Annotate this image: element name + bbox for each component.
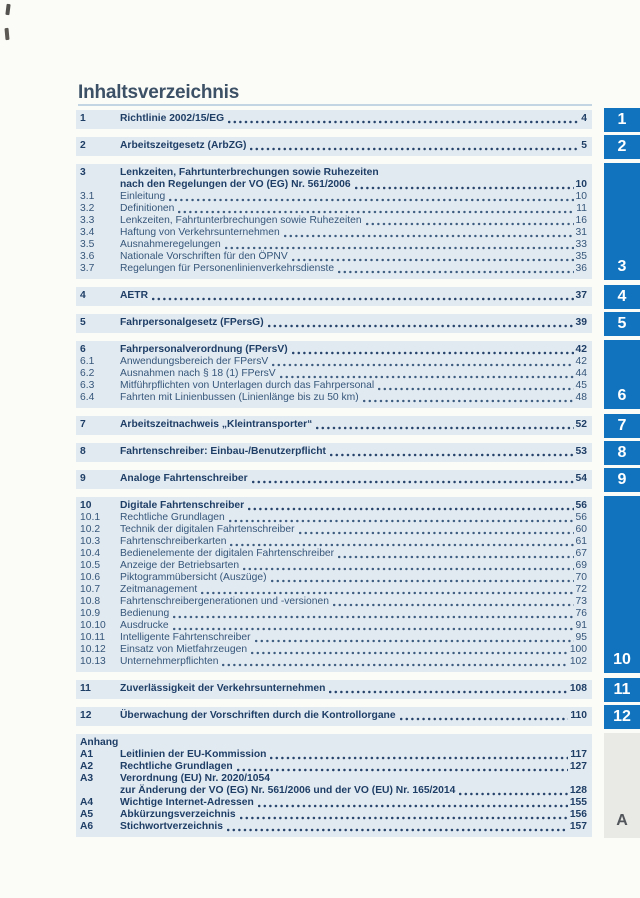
toc-entry-page: 70 [575,572,587,583]
toc-entry-number: 6.2 [80,368,95,379]
edge-tab-5 [604,312,640,336]
toc-entry-title: Haftung von Verkehrsunternehmen [120,227,280,238]
edge-tab-label: 11 [613,680,631,698]
toc-entry-title: zur Änderung der VO (EG) Nr. 561/2006 und der VO (EU) Nr. 165/2014 [120,785,456,796]
toc-entry-row [80,392,587,404]
toc-entry-number: A1 [80,749,94,760]
toc-entry-title: Definitionen [120,203,175,214]
dot-leader [363,399,574,403]
edge-tab-label: 3 [617,258,627,275]
toc-entry-page: 33 [575,239,587,250]
dot-leader [222,663,567,667]
toc-entry-number: 10.3 [80,536,101,547]
toc-entry-title: Anzeige der Betriebsarten [120,560,240,571]
toc-entry-number: 9 [80,473,86,484]
toc-entry-page: 102 [569,656,587,667]
edge-tab-12 [604,705,640,729]
toc-entry-page: 69 [575,560,587,571]
toc-group [76,314,592,333]
dot-leader [270,756,568,760]
toc-entry-page: 56 [575,500,587,511]
toc-group [76,287,592,306]
toc-entry-page: 155 [569,797,587,808]
dot-leader [201,591,573,595]
toc-entry-title: Intelligente Fahrtenschreiber [120,632,251,643]
dot-leader [250,147,579,151]
toc-entry-row [80,167,587,179]
toc-entry-row [80,797,587,809]
page-title: Inhaltsverzeichnis [78,82,240,103]
toc-entry-page: 42 [575,356,587,367]
toc-entry-page: 48 [575,392,587,403]
toc-entry-page: 52 [575,419,587,430]
tab-rail [604,0,640,898]
dot-leader [299,531,574,535]
toc-entry-page: 56 [575,512,587,523]
scan-artifact [5,4,10,15]
toc-entry-row [80,710,587,722]
toc [76,110,592,837]
edge-tab-label: 5 [617,314,627,332]
toc-entry-row [80,215,587,227]
toc-entry-number: 10.8 [80,596,101,607]
toc-entry-page: 31 [575,227,587,238]
dot-leader [338,555,573,559]
toc-entry-row [80,785,587,797]
toc-entry-title: Regelungen für Personenlinienverkehrsdienste [120,263,335,274]
toc-entry-title: Lenkzeiten, Fahrtunterbrechungen sowie Ruhezeiten [120,215,362,226]
toc-entry-title: Verordnung (EU) Nr. 2020/1054 [120,773,270,784]
toc-entry-row [80,809,587,821]
toc-group [76,110,592,129]
toc-entry-title: AETR [120,290,149,301]
toc-entry-number: 10 [80,500,92,511]
toc-entry-row [80,596,587,608]
dot-leader [173,615,573,619]
toc-entry-row [80,113,587,125]
toc-entry-row [80,446,587,458]
edge-tab-label: 8 [617,443,627,461]
toc-entry-page: 4 [581,113,587,124]
toc-entry-page: 76 [575,608,587,619]
toc-entry-row [80,203,587,215]
toc-entry-row [80,419,587,431]
toc-entry-page: 5 [581,140,587,151]
toc-entry-title: Ausnahmeregelungen [120,239,221,250]
toc-entry-title: Rechtliche Grundlagen [120,761,233,772]
scan-artifact [4,28,9,40]
dot-leader [400,717,569,721]
toc-entry-title: Arbeitszeitnachweis „Kleintransporter“ [120,419,313,430]
toc-entry-number: 3 [80,167,86,178]
dot-leader [228,120,579,124]
toc-entry-number: 2 [80,140,86,151]
edge-tab-label: 10 [613,651,631,668]
toc-entry-page: 157 [569,821,587,832]
edge-tab-a [604,733,640,838]
toc-entry-page: 54 [575,473,587,484]
toc-entry-number: 3.1 [80,191,95,202]
dot-leader [284,234,574,238]
toc-entry-number: 6.3 [80,380,95,391]
toc-entry-row [80,473,587,485]
dot-leader [243,567,573,571]
toc-entry-number: 3.7 [80,263,95,274]
toc-entry-row [80,536,587,548]
toc-entry-title: Wichtige Internet-Adressen [120,797,254,808]
dot-leader [255,639,574,643]
toc-entry-title: Zeitmanagement [120,584,198,595]
toc-entry-page: 53 [575,446,587,457]
toc-entry-row [80,290,587,302]
edge-tab-7 [604,414,640,438]
toc-entry-number: 10.10 [80,620,106,631]
toc-entry-number: 3.5 [80,239,95,250]
edge-tab-label: 12 [613,707,631,725]
dot-leader [292,351,574,355]
toc-entry-number: A2 [80,761,94,772]
dot-leader [225,246,574,250]
toc-entry-page: 61 [575,536,587,547]
toc-entry-row [80,191,587,203]
toc-entry-number: A6 [80,821,94,832]
toc-entry-page: 60 [575,524,587,535]
dot-leader [355,186,574,190]
toc-entry-title: Richtlinie 2002/15/EG [120,113,225,124]
toc-entry-number [80,785,120,797]
toc-entry-number: 3.2 [80,203,95,214]
toc-entry-number: 10.4 [80,548,101,559]
toc-entry-row [80,380,587,392]
toc-entry-page: 156 [569,809,587,820]
toc-entry-row [80,761,587,773]
toc-entry-page: 45 [575,380,587,391]
dot-leader [237,768,568,772]
toc-entry-number: 6.4 [80,392,95,403]
edge-tab-label: 1 [617,110,627,128]
toc-entry-row [80,749,587,761]
toc-entry-page: 10 [575,179,587,190]
toc-entry-row [80,584,587,596]
toc-entry-title: Einsatz von Mietfahrzeugen [120,644,248,655]
dot-leader [280,375,574,379]
edge-tab-label: A [616,812,628,829]
dot-leader [227,828,568,832]
toc-entry-title: Nationale Vorschriften für den ÖPNV [120,251,288,262]
dot-leader [459,792,567,796]
edge-tab-8 [604,441,640,465]
toc-entry-title: Piktogrammübersicht (Auszüge) [120,572,267,583]
toc-entry-title: Fahrten mit Linienbussen (Linienlänge bis zu 50 km) [120,392,359,403]
toc-entry-title: Fahrtenschreiber: Einbau-/Benutzerpflicht [120,446,326,457]
toc-entry-title: Bedienung [120,608,170,619]
toc-entry-row [80,251,587,263]
toc-entry-page: 11 [576,203,587,214]
toc-entry-number: 11 [80,683,91,694]
dot-leader [229,519,574,523]
toc-entry-title: Zuverlässigkeit der Verkehrsunternehmen [120,683,326,694]
toc-entry-number: 10.12 [80,644,106,655]
dot-leader [173,627,574,631]
toc-group [76,707,592,726]
toc-group [76,137,592,156]
toc-entry-row [80,737,587,749]
toc-entry-row [80,821,587,833]
toc-entry-number: 10.6 [80,572,101,583]
toc-entry-row [80,644,587,656]
toc-group [76,734,592,837]
dot-leader [330,453,574,457]
edge-tab-11 [604,678,640,702]
toc-entry-row [80,500,587,512]
toc-entry-title: Ausdrucke [120,620,169,631]
toc-entry-page: 110 [570,710,587,721]
edge-tab-label: 9 [617,470,627,488]
toc-entry-row [80,548,587,560]
dot-leader [271,579,574,583]
dot-leader [178,210,574,214]
toc-entry-title: Fahrpersonalgesetz (FPersG) [120,317,264,328]
toc-entry-title: Ausnahmen nach § 18 (1) FPersV [120,368,276,379]
toc-entry-page: 67 [575,548,587,559]
toc-entry-row [80,317,587,329]
toc-entry-number: 1 [80,113,86,124]
toc-entry-title: Überwachung der Vorschriften durch die Kontrollorgane [120,710,396,721]
toc-entry-page: 39 [575,317,587,328]
toc-entry-title: Bedienelemente der digitalen Fahrtenschreiber [120,548,335,559]
toc-entry-number: 10.9 [80,608,101,619]
toc-entry-title: Rechtliche Grundlagen [120,512,225,523]
toc-entry-row [80,512,587,524]
toc-entry-page: 37 [575,290,587,301]
toc-entry-title: Analoge Fahrtenschreiber [120,473,248,484]
toc-entry-row [80,608,587,620]
toc-entry-number: 10.7 [80,584,101,595]
toc-entry-number: A4 [80,797,94,808]
dot-leader [338,270,573,274]
toc-entry-number: A5 [80,809,94,820]
toc-entry-title: Fahrtenschreiberkarten [120,536,227,547]
toc-entry-title: Einleitung [120,191,166,202]
toc-entry-number: 10.2 [80,524,101,535]
toc-entry-page: 72 [575,584,587,595]
toc-entry-row [80,179,587,191]
toc-entry-page: 91 [575,620,587,631]
toc-entry-page: 127 [569,761,587,772]
toc-entry-row [80,656,587,668]
dot-leader [329,690,567,694]
toc-entry-page: 108 [569,683,587,694]
toc-entry-row [80,620,587,632]
dot-leader [169,198,573,202]
toc-entry-title: Abkürzungsverzeichnis [120,809,236,820]
dot-leader [258,804,568,808]
dot-leader [333,603,574,607]
dot-leader [230,543,573,547]
toc-entry-number [80,179,120,191]
dot-leader [272,363,573,367]
toc-entry-row [80,140,587,152]
dot-leader [251,651,568,655]
dot-leader [252,480,574,484]
dot-leader [292,258,574,262]
dot-leader [378,387,573,391]
toc-group [76,680,592,699]
toc-group [76,497,592,672]
dot-leader [240,816,568,820]
dot-leader [248,507,573,511]
toc-entry-row [80,683,587,695]
toc-entry-page: 128 [569,785,587,796]
toc-entry-title: Fahrpersonalverordnung (FPersV) [120,344,288,355]
title-divider [78,104,592,106]
toc-entry-number: 3.6 [80,251,95,262]
edge-tab-2 [604,135,640,159]
edge-tab-1 [604,108,640,132]
dot-leader [366,222,574,226]
dot-leader [152,297,574,301]
edge-tab-9 [604,468,640,492]
toc-entry-row [80,632,587,644]
toc-entry-title: nach den Regelungen der VO (EG) Nr. 561/2006 [120,179,351,190]
dot-leader [316,426,573,430]
toc-group [76,341,592,408]
toc-entry-number: 10.13 [80,656,106,667]
dot-leader [268,324,574,328]
toc-entry-number: A3 [80,773,94,784]
toc-group [76,443,592,462]
toc-entry-number: 7 [80,419,86,430]
toc-entry-row [80,773,587,785]
toc-entry-number: 4 [80,290,86,301]
toc-entry-title: Unternehmerpflichten [120,656,219,667]
toc-entry-title: Technik der digitalen Fahrtenschreiber [120,524,295,535]
toc-entry-row [80,263,587,275]
toc-entry-page: 42 [575,344,587,355]
toc-group [76,416,592,435]
edge-tab-10 [604,496,640,673]
toc-entry-title: Anwendungsbereich der FPersV [120,356,269,367]
toc-entry-row [80,524,587,536]
edge-tab-label: 7 [617,416,627,434]
toc-entry-number: 3.4 [80,227,95,238]
toc-entry-row [80,368,587,380]
toc-entry-page: 10 [575,191,587,202]
toc-entry-title: Digitale Fahrtenschreiber [120,500,245,511]
toc-entry-page: 16 [575,215,587,226]
toc-entry-number: 10.1 [80,512,101,523]
toc-entry-row [80,356,587,368]
toc-entry-title: Mitführpflichten von Unterlagen durch das Fahrpersonal [120,380,375,391]
toc-entry-row [80,344,587,356]
toc-entry-page: 44 [575,368,587,379]
toc-entry-page: 100 [569,644,587,655]
toc-entry-row [80,239,587,251]
toc-entry-number: 3.3 [80,215,95,226]
toc-entry-number: 6.1 [80,356,95,367]
toc-entry-number: 6 [80,344,86,355]
toc-entry-page: 117 [570,749,587,760]
edge-tab-4 [604,285,640,309]
edge-tab-label: 4 [617,287,627,305]
toc-entry-row [80,560,587,572]
toc-entry-page: 73 [575,596,587,607]
toc-entry-page: 35 [575,251,587,262]
edge-tab-3 [604,163,640,280]
toc-entry-title: Fahrtenschreibergenerationen und -versionen [120,596,329,607]
toc-entry-title: Stichwortverzeichnis [120,821,223,832]
edge-tab-6 [604,340,640,409]
toc-entry-number: 10.11 [80,632,106,643]
toc-entry-title: Arbeitszeitgesetz (ArbZG) [120,140,247,151]
toc-entry-title: Leitlinien der EU-Kommission [120,749,267,760]
toc-entry-number: 5 [80,317,86,328]
toc-group [76,164,592,279]
toc-entry-page: 36 [575,263,587,274]
edge-tab-label: 2 [617,137,627,155]
edge-tab-label: 6 [617,387,627,404]
toc-entry-number: 8 [80,446,86,457]
toc-entry-title: Lenkzeiten, Fahrtunterbrechungen sowie Ruhezeiten [120,167,379,178]
toc-entry-row [80,227,587,239]
toc-entry-page: 95 [575,632,587,643]
toc-group [76,470,592,489]
toc-entry-number: 10.5 [80,560,101,571]
toc-entry-row [80,572,587,584]
toc-entry-number: Anhang [80,737,119,748]
toc-entry-number: 12 [80,710,92,721]
